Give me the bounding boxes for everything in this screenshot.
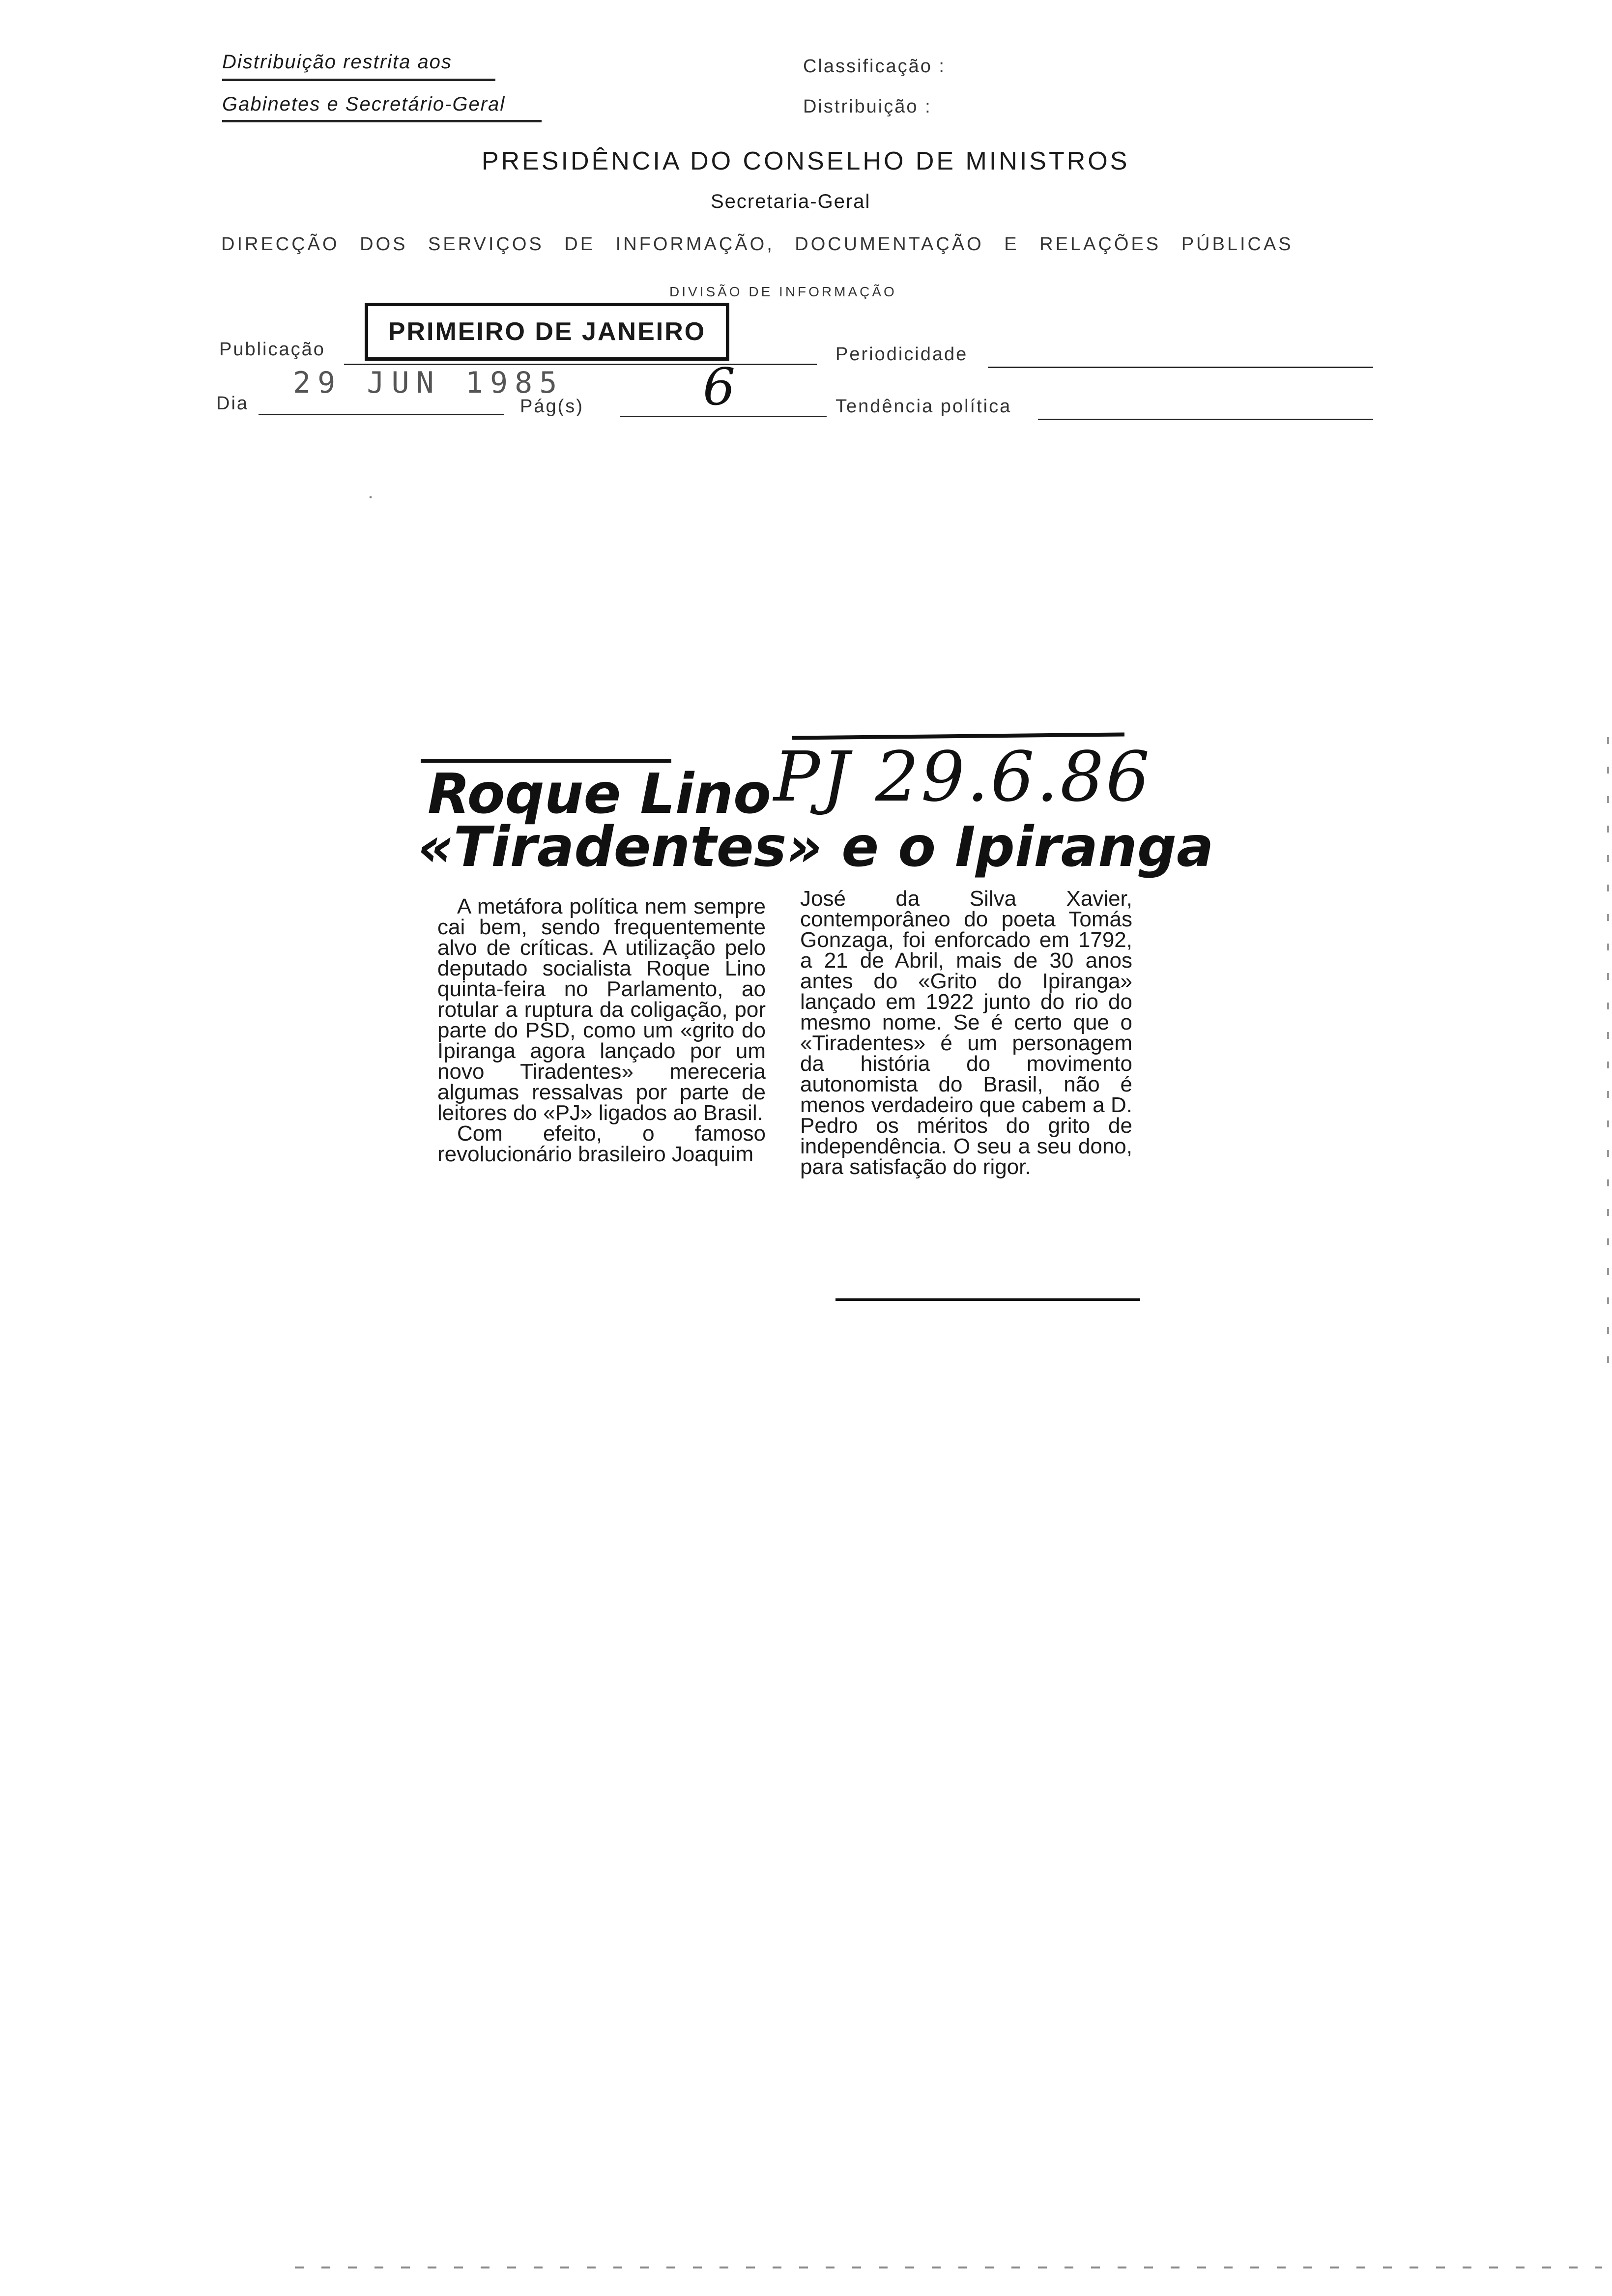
pags-label: Pág(s) — [520, 396, 584, 417]
dia-stamp-value: 29 JUN 1985 — [293, 366, 564, 400]
pags-underline — [620, 416, 827, 417]
tendencia-label: Tendência política — [835, 396, 1012, 417]
dia-label: Dia — [216, 393, 249, 414]
page-title: PRESIDÊNCIA DO CONSELHO DE MINISTROS — [482, 147, 1130, 175]
restricted-distribution-line1: Distribuição restrita aos — [222, 51, 452, 73]
article-col2-paragraph-1: José da Silva Xavier, contemporâneo do poeta Tomás Gonzaga, foi enforcado em 1792, a 21 de Abril, mais de 30 anos antes do «Grito do Ipiranga» lançado em 1922 junto do rio do mesmo nome. Se é certo que o «Tiradentes» é um personagem da história do movimento autonomista do Brasil, não é menos verdadeiro que cabem a D. Pedro os méritos do grito de independência. O seu a seu dono, para satisfação do rigor. — [800, 887, 1132, 1179]
restricted-underline-1 — [222, 79, 495, 81]
article-headline-line1: Roque Lino — [428, 762, 771, 826]
classificacao-label: Classificação : — [803, 56, 946, 77]
handwritten-annotation: PJ 29.6.86 — [774, 737, 1152, 817]
scan-edge-marks — [1607, 737, 1609, 1376]
article-column-2 — [800, 889, 1132, 1177]
pags-handwritten-value: 6 — [703, 357, 736, 417]
article-column-1 — [437, 896, 766, 1165]
periodicidade-label: Periodicidade — [835, 344, 968, 365]
dia-underline — [259, 414, 504, 415]
publicacao-value: PRIMEIRO DE JANEIRO — [388, 317, 706, 346]
article-headline-line2: «Tiradentes» e o Ipiranga — [418, 815, 1214, 879]
divisao-line: DIVISÃO DE INFORMAÇÃO — [669, 284, 897, 299]
clipping-bottom-rule — [835, 1298, 1140, 1301]
direccao-line: DIRECÇÃO DOS SERVIÇOS DE INFORMAÇÃO, DOCUMENTAÇÃO E RELAÇÕES PÚBLICAS — [221, 234, 1294, 255]
publicacao-label: Publicação — [219, 339, 325, 360]
page-subtitle: Secretaria-Geral — [711, 191, 871, 212]
publicacao-underline — [344, 364, 817, 365]
scan-speck — [370, 496, 372, 498]
scan-bottom-noise — [295, 2267, 1602, 2268]
tendencia-underline — [1038, 419, 1373, 420]
distribuicao-label: Distribuição : — [803, 96, 932, 117]
article-col1-paragraph-1: A metáfora política nem sempre cai bem, sendo frequentemente alvo de críticas. A utilização pelo deputado socialista Roque Lino quinta-feira no Parlamento, ao rotular a ruptura da coligação, por parte do PSD, como um «grito do Ipiranga agora lançado por um novo Tiradentes» mereceria algumas ressalvas por parte de leitores do «PJ» ligados ao Brasil. — [437, 894, 766, 1125]
periodicidade-underline — [988, 367, 1373, 368]
restricted-distribution-line2: Gabinetes e Secretário-Geral — [222, 93, 506, 115]
publication-stamp — [365, 303, 729, 361]
article-col1-paragraph-2: Com efeito, o famoso revolucionário brasileiro Joaquim — [437, 1121, 766, 1166]
restricted-underline-2 — [222, 120, 542, 122]
